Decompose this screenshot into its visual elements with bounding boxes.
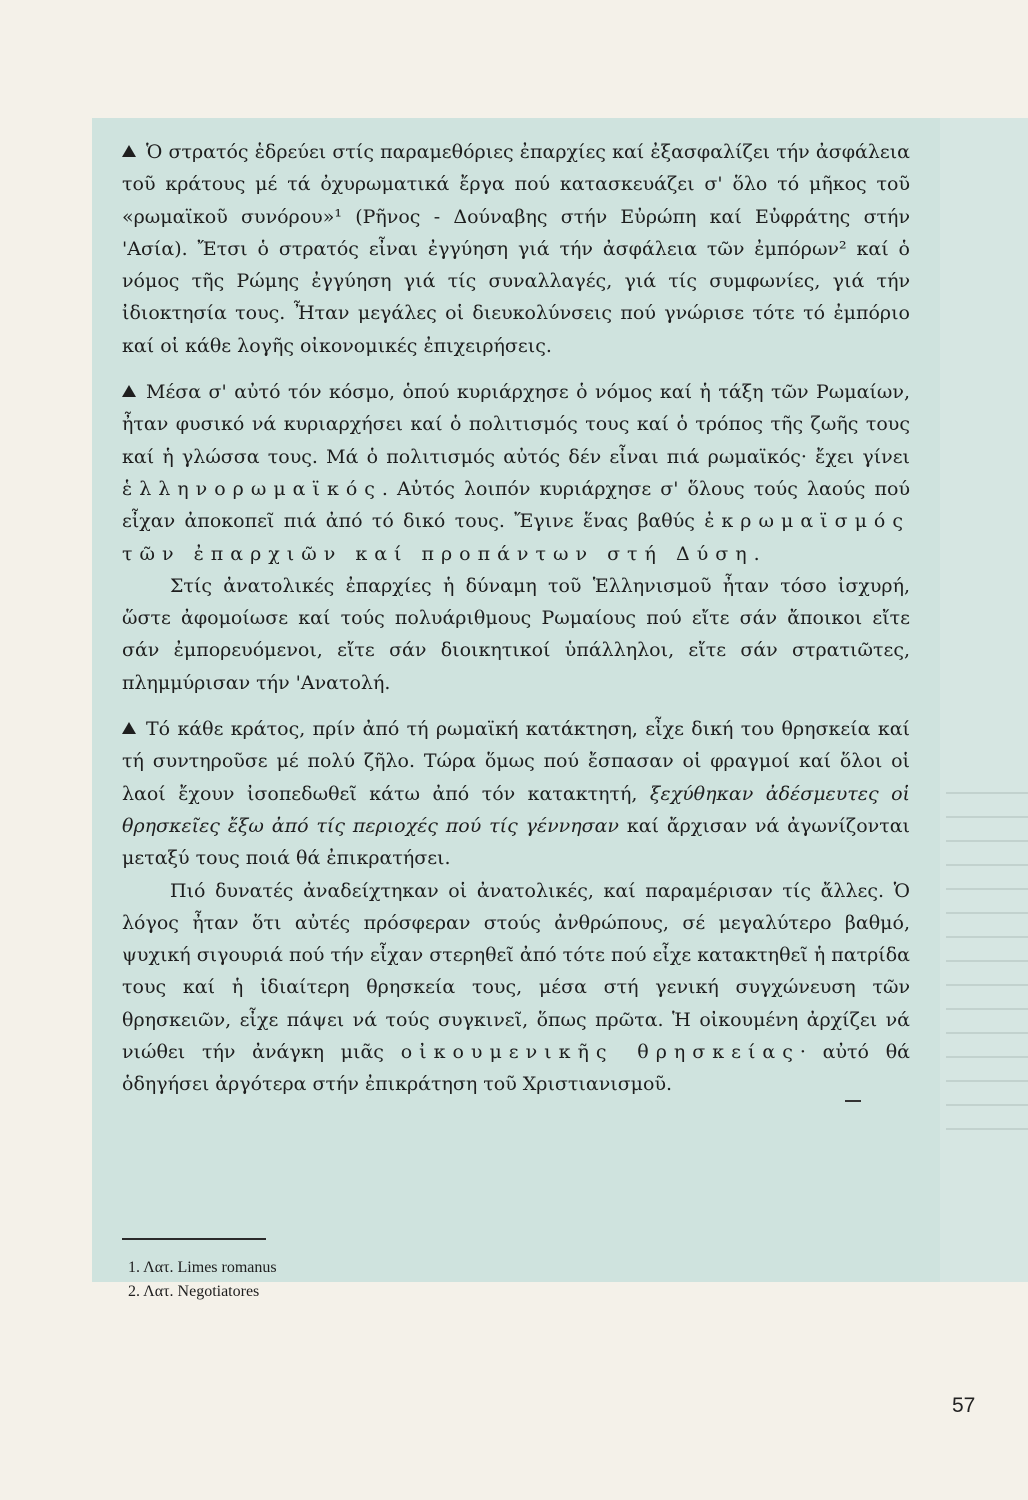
- text-run: · αὐτό θά ὁδηγήσει ἀργότερα στήν ἐπικράτηση τοῦ Χριστιανισμοῦ.: [122, 1041, 910, 1096]
- triangle-marker-icon: [122, 145, 136, 157]
- text-run: Μέσα σ' αὐτό τόν κόσμο, ὁπού κυριάρχησε ὁ νόμος καί ἡ τάξη τῶν Ρωμαίων, ἦταν φυσικό νά κυριαρχήσει καί ὁ πολιτισμός τους καί ὁ τρόπος τῆς ζωῆς τους καί ἡ γλώσσα τους. Μά ὁ πολιτισμός αὐτός δέν εἶναι πιά ρωμαϊκός· ἔχει γίνει: [122, 381, 910, 468]
- text-run: ἑλληνορωμαϊκός: [122, 477, 382, 500]
- footnote-rule: [122, 1238, 266, 1240]
- text-run: Τό κάθε κράτος, πρίν ἀπό τή ρωμαϊκή κατάκτηση, εἶχε δική του θρησκεία καί τή συντηροῦσε μέ πολύ ζῆλο. Τώρα ὅμως πού ἔσπασαν οἱ φραγμοί καί ὅλοι οἱ λαοί ἔχουν ἰσοπεδωθεῖ κάτω ἀπό τόν κατακτητή,: [122, 718, 910, 805]
- text-run: Ὁ στρατός ἑδρεύει στίς παραμεθόριες ἐπαρχίες καί ἐξασφαλίζει τήν ἀσφάλεια τοῦ κράτους μέ τά ὀχυρωματικά ἔργα πού κατασκευάζει σ' ὅλο τό μῆκος τοῦ «ρωμαϊκοῦ συνόρου»¹ (Ρῆνος - Δούναβης στήν Εὐρώπη καί Εὐφράτης στήν 'Ασία). Ἔτσι ὁ στρατός εἶναι ἐγγύηση γιά τήν ἀσφάλεια τῶν ἐμπόρων² καί ὁ νόμος τῆς Ρώμης ἐγγύηση γιά τίς συναλλαγές, γιά τίς συμφωνίες, γιά τήν ἰδιοκτησία τους. Ἦταν μεγάλες οἱ διευκολύνσεις πού γνώρισε τότε τό ἐμπόριο καί οἱ κάθε λογῆς οἰκονομικές ἐπιχειρήσεις.: [122, 141, 910, 357]
- main-text: [122, 136, 910, 1101]
- bleed-through-text: [940, 770, 1028, 1190]
- dash-mark: [845, 1100, 861, 1102]
- paragraph-5: [122, 875, 910, 1101]
- triangle-marker-icon: [122, 722, 136, 734]
- paragraph-3: [122, 570, 910, 699]
- text-run: ξεχύθηκαν ἀδέσμευτες οἱ θρησκεῖες ἔξω ἀπό τίς περιοχές πού τίς γέννησαν: [122, 782, 911, 837]
- paragraph-gap: [122, 699, 910, 713]
- footnote-1: 1. Λατ. Limes romanus: [128, 1259, 277, 1276]
- paragraph-1: [122, 136, 910, 362]
- paragraph-2: [122, 376, 910, 570]
- text-run: Πιό δυνατές ἀναδείχτηκαν οἱ ἀνατολικές, καί παραμέρισαν τίς ἄλλες. Ὁ λόγος ἦταν ὅτι αὐτές πρόσφεραν στούς ἀνθρώπους, σέ μεγαλύτερο βαθμό, ψυχική σιγουριά πού τήν εἶχαν στερηθεῖ ἀπό τότε πού εἶχε κατακτηθεῖ ἡ πατρίδα τους καί ἡ ἰδιαίτερη θρησκεία τους, μέσα στή γενική συγχώνευση τῶν θρησκειῶν, εἶχε πάψει νά τούς συγκινεῖ, ὅπως πρῶτα. Ἡ οἰκουμένη ἀρχίζει νά νιώθει τήν ἀνάγκη μιᾶς: [122, 879, 910, 1064]
- footnotes: [128, 1256, 277, 1304]
- page-number: 57: [952, 1394, 976, 1417]
- text-run: ἐκρωμαϊσμός τῶν ἐπαρχιῶν καί προπάντων στή Δύση: [122, 510, 910, 565]
- paragraph-4: [122, 713, 910, 874]
- text-run: .: [753, 542, 760, 565]
- text-run: καί ἄρχισαν νά ἀγωνίζονται μεταξύ τους ποιά θά ἐπικρατήσει.: [122, 814, 910, 870]
- text-run: Στίς ἀνατολικές ἐπαρχίες ἡ δύναμη τοῦ Ἑλληνισμοῦ ἦταν τόσο ἰσχυρή, ὥστε ἀφομοίωσε καί τούς πολυάριθμους Ρωμαίους πού εἴτε σάν ἄποικοι εἴτε σάν ἐμπορευόμενοι, εἴτε σάν διοικητικοί ὑπάλληλοι, εἴτε σάν στρατιῶτες, πλημμύρισαν τήν 'Ανατολή.: [122, 574, 910, 694]
- text-run: οἰκουμενικῆς θρησκείας: [400, 1041, 800, 1064]
- triangle-marker-icon: [122, 385, 136, 397]
- text-run: . Αὐτός λοιπόν κυριάρχησε σ' ὅλους τούς λαούς πού εἶχαν ἀποκοπεῖ πιά ἀπό τό δικό τους. Ἔγινε ἕνας βαθύς: [122, 477, 910, 533]
- footnote-2: 2. Λατ. Negotiatores: [128, 1283, 260, 1300]
- paragraph-gap: [122, 362, 910, 376]
